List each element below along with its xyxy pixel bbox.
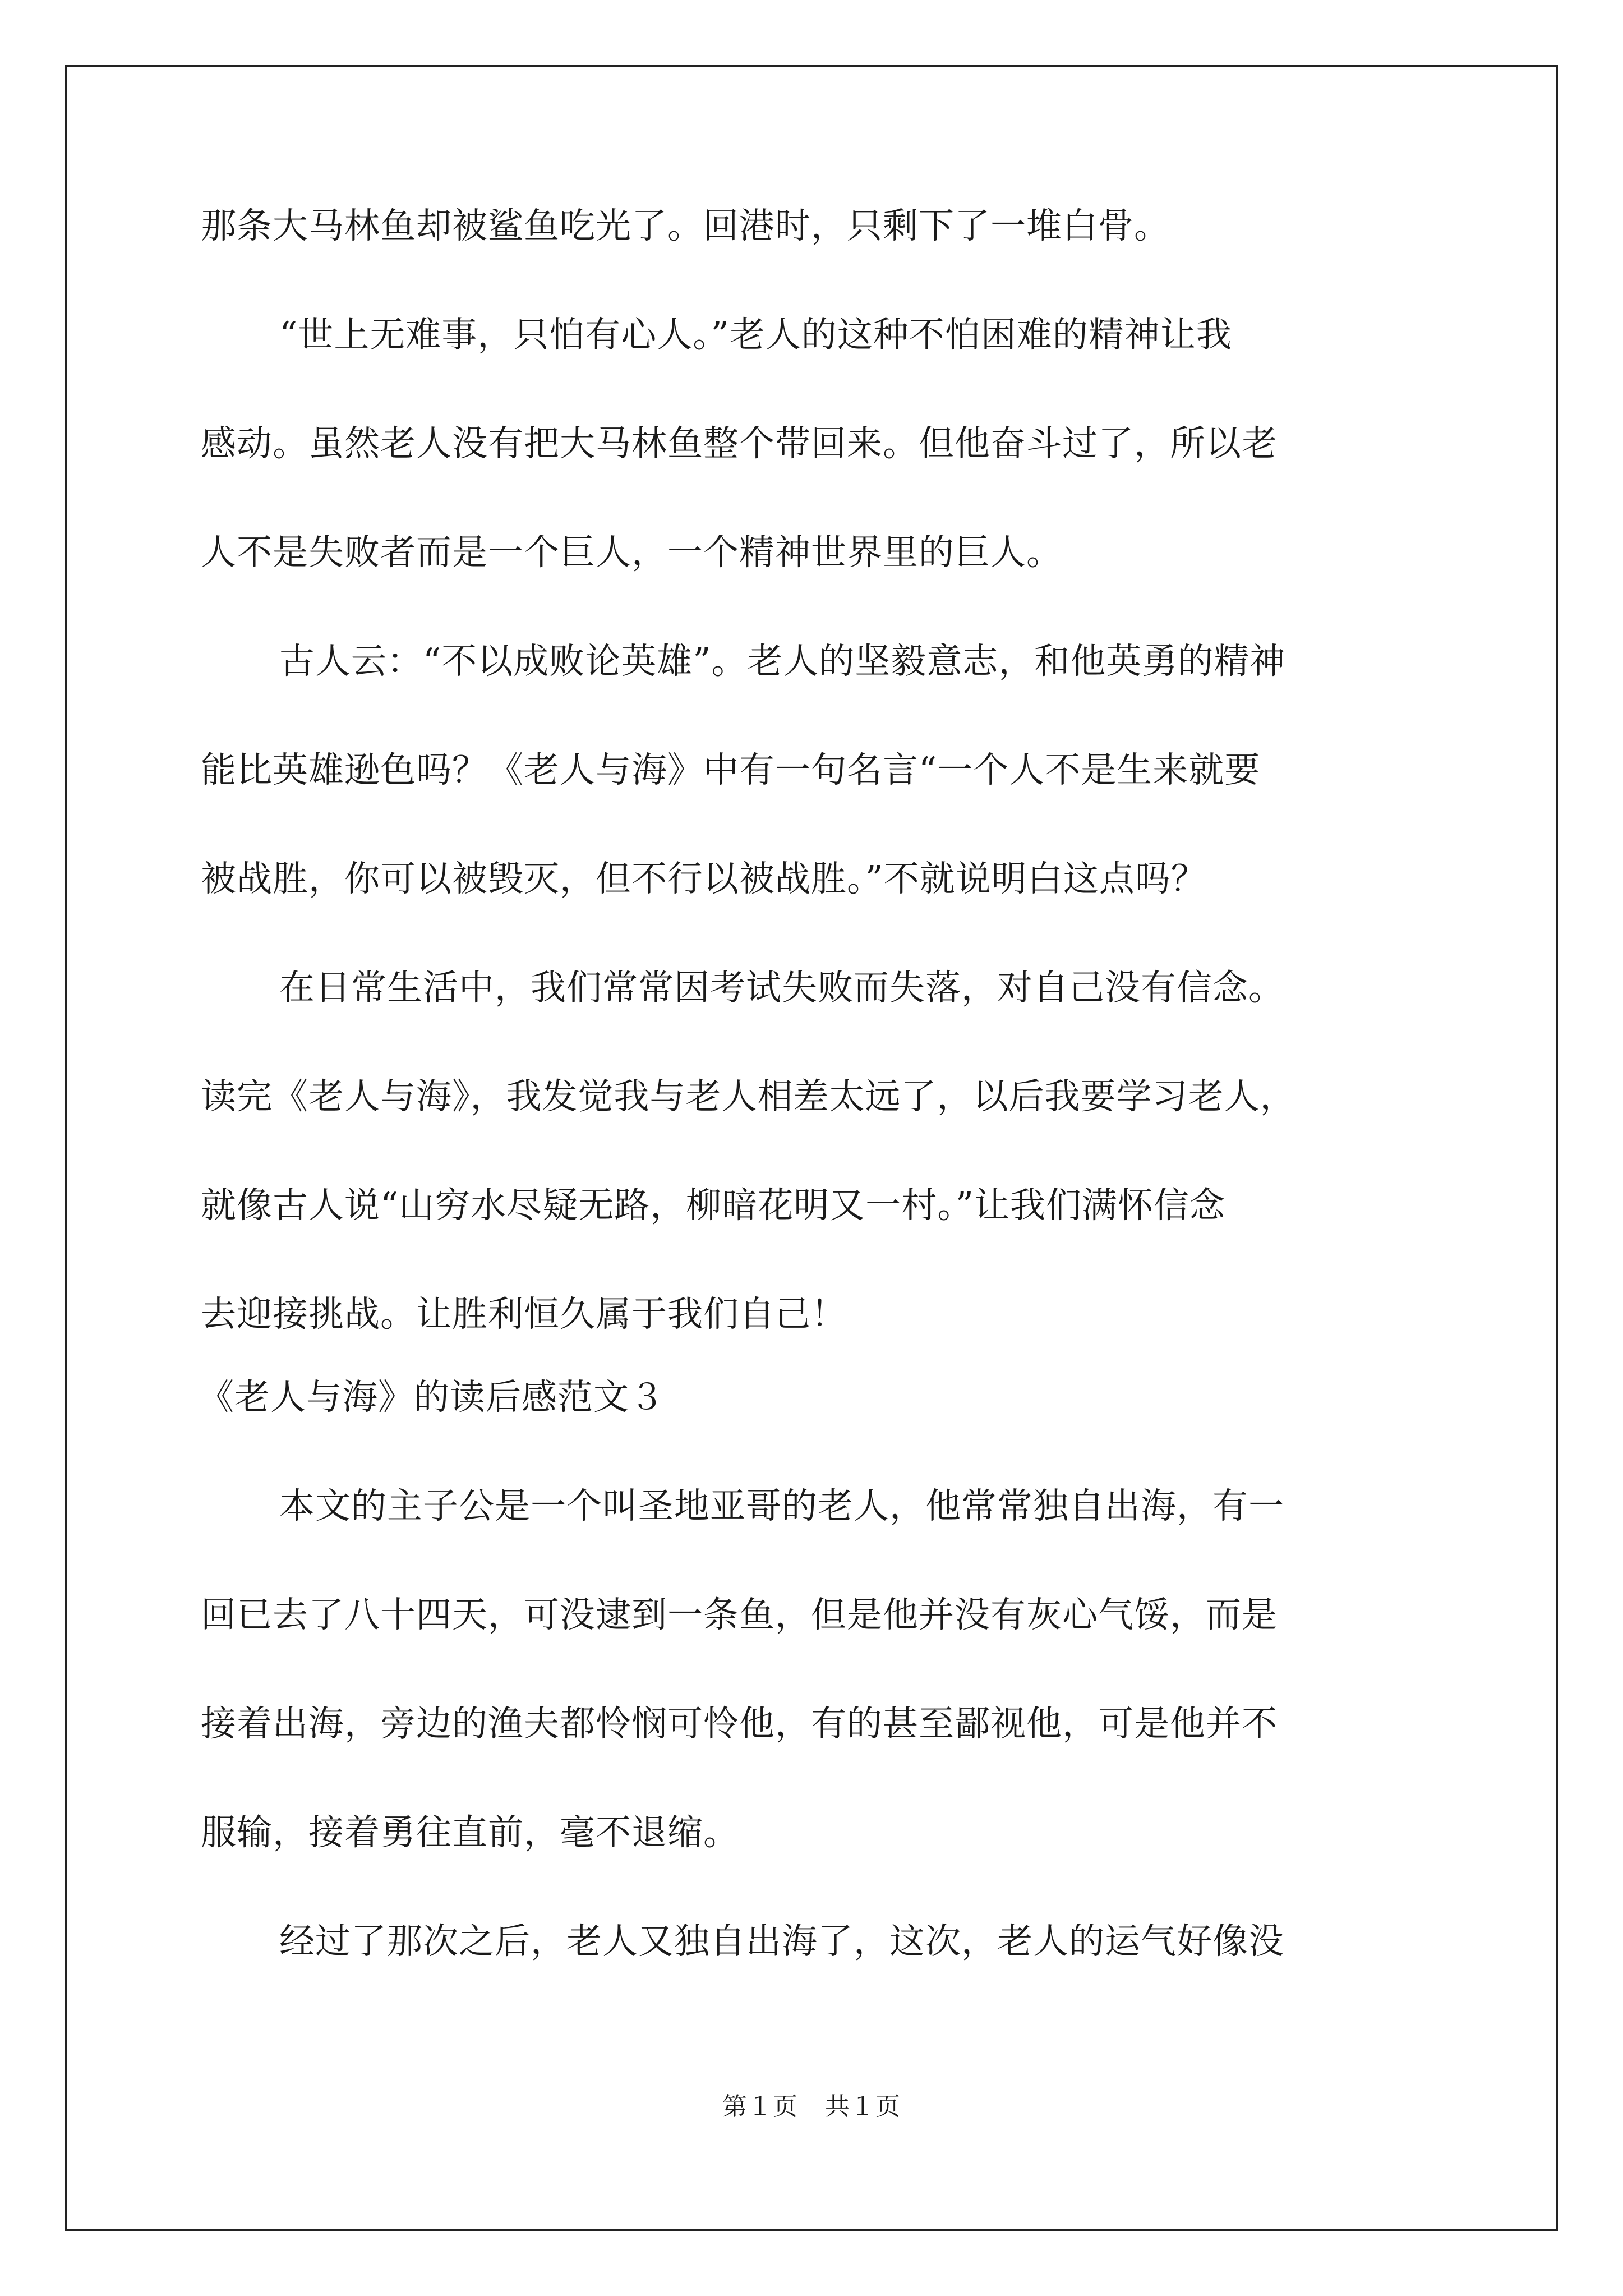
text-line: 人不是失败者而是一个巨人，一个精神世界里的巨人。 [201, 532, 1062, 573]
page-footer [0, 2092, 1623, 2122]
text-line: 古人云：“不以成败论英雄”。老人的坚毅意志，和他英勇的精神 [279, 641, 1286, 682]
document-body [201, 205, 1446, 1963]
section-title: 《老人与海》的读后感范文３ [199, 1377, 665, 1418]
text-line: 就像古人说“山穷水尽疑无路，柳暗花明又一村。”让我们满怀信念 [201, 1185, 1225, 1226]
text-line: 去迎接挑战。让胜利恒久属于我们自己！ [201, 1294, 847, 1335]
text-line: 被战胜，你可以被毁灭，但不行以被战胜。”不就说明白这点吗？ [201, 858, 1207, 899]
text-line: 经过了那次之后，老人又独自出海了，这次，老人的运气好像没 [279, 1921, 1284, 1962]
text-line: 本文的主子公是一个叫圣地亚哥的老人，他常常独自出海，有一 [279, 1485, 1284, 1526]
text-line: 感动。虽然老人没有把大马林鱼整个带回来。但他奋斗过了，所以老 [201, 423, 1278, 464]
text-line: 读完《老人与海》，我发觉我与老人相差太远了，以后我要学习老人， [201, 1076, 1296, 1117]
text-line: 回已去了八十四天，可没逮到一条鱼，但是他并没有灰心气馁，而是 [201, 1594, 1278, 1635]
text-line: 能比英雄逊色吗？《老人与海》中有一句名言“一个人不是生来就要 [201, 749, 1261, 790]
text-line: “世上无难事，只怕有心人。”老人的这种不怕困难的精神让我 [279, 314, 1232, 355]
text-line: 在日常生活中，我们常常因考试失败而失落，对自己没有信念。 [279, 967, 1284, 1008]
page-number: 第１页 [722, 2092, 798, 2121]
page-total: 共１页 [825, 2092, 901, 2121]
text-line: 服输，接着勇往直前，毫不退缩。 [201, 1812, 739, 1853]
text-line: 接着出海，旁边的渔夫都怜悯可怜他，有的甚至鄙视他，可是他并不 [201, 1703, 1278, 1744]
text-line: 那条大马林鱼却被鲨鱼吃光了。回港时，只剩下了一堆白骨。 [201, 205, 1170, 246]
